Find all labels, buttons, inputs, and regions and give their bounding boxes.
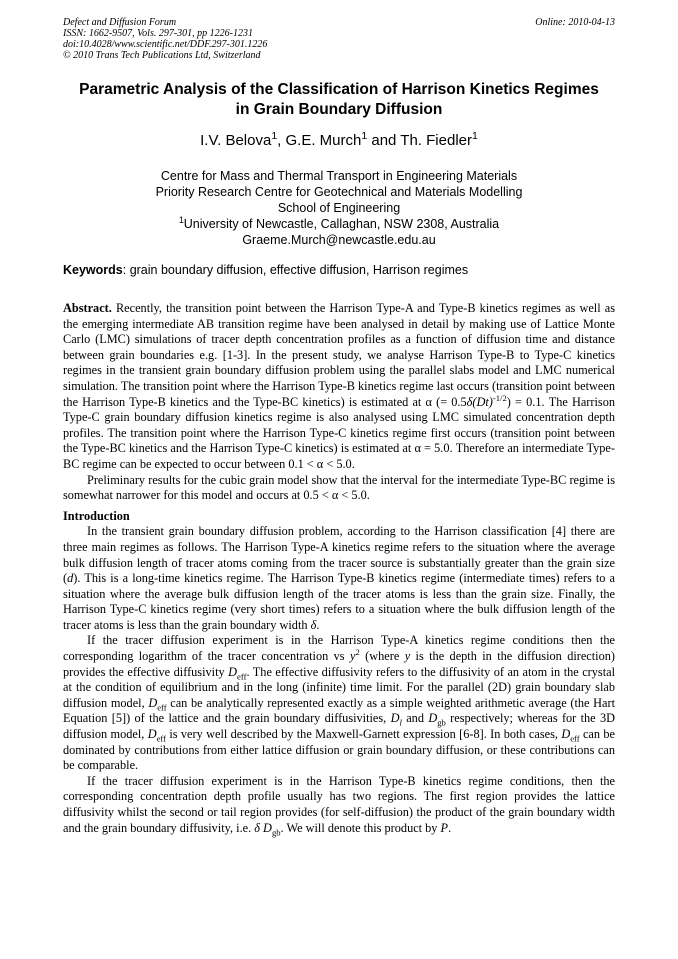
journal-header	[63, 17, 615, 61]
affiliation-mark: 1	[472, 130, 478, 142]
body-paragraph: If the tracer diffusion experiment is in the Harrison Type-A kinetics regime conditions then the corresponding logarithm of the tracer concentration vs $y^2$ (where y is the depth in the diffusion direction) provides the effective diffusivity $D_{eff}$. The effective diffusivity refers to the diffusivity of an atom in the crystal at the condition of equilibrium and in the long (infinite) time limit. For the parallel (2D) grain boundary slab diffusion model, $D_{eff}$ can be analytically represented exactly as a simple weighted arithmetic average (the Hart Equation [5]) of the lattice and the grain boundary diffusivities, $D_l$ and $D_{gb}$ respectively; whereas for the 3D diffusion model, $D_{eff}$ is very well described by the Maxwell-Garnett expression [6-8]. In both cases, $D_{eff}$ can be dominated by contributions from either lattice diffusion or grain boundary diffusion, or these contributions can be comparable.	[63, 633, 616, 773]
journal-name: Defect and Diffusion Forum	[63, 17, 177, 28]
author-list: I.V. Belova$^1$, G.E. Murch$^1$ and Th. Fiedler$^1$	[200, 130, 478, 149]
abstract-label: Abstract.	[63, 301, 112, 315]
issn-line: ISSN: 1662-9507, Vols. 297-301, pp 1226-1231	[63, 28, 253, 39]
title-line-1: Parametric Analysis of the Classification of Harrison Kinetics Regimes	[79, 81, 599, 98]
affiliation-mark: 1	[361, 130, 368, 142]
affiliation-mark: 1	[178, 214, 184, 225]
copyright-line: © 2010 Trans Tech Publications Ltd, Switzerland	[63, 50, 261, 61]
affiliation-line: Centre for Mass and Thermal Transport in Engineering Materials	[160, 169, 518, 183]
main-text	[63, 301, 615, 836]
abstract-paragraph: Abstract. Recently, the transition point between the Harrison Type-A and Type-B kinetics regimes as well as the emerging intermediate AB transition regime have been analysed in detail by making use of Lattice Monte Carlo (LMC) simulations of tracer depth concentration profiles as a function of diffusion time and distance between grain boundaries e.g. [1-3]. In the present study, we analyse Harrison Type-B to Type-C kinetics regimes in the transient grain boundary diffusion problem using the parallel slabs model and LMC numerical simulation. The transition point where the Harrison Type-B kinetics regime last occurs (transition point between the Harrison Type-B kinetics and the Type-BC kinetics) is estimated at α (= $0.5\delta(Dt)^{-1/2}) = 0.1$. The Harrison Type-C grain boundary diffusion kinetics regime is also analysed using LMC simulated concentration depth profiles. The transition point where the Harrison Type-C kinetics regime first occurs (transition point between the Type-BC kinetics and the Harrison Type-C kinetics) is estimated at α = 5.0. Therefore an intermediate Type-BC regime can be expected to occur between 0.1 < α < 5.0.	[63, 301, 615, 471]
author-1: I.V. Belova	[200, 132, 272, 149]
author-3: Th. Fiedler	[400, 132, 472, 149]
affiliation-line: School of Engineering	[277, 201, 401, 215]
title-line-2: in Grain Boundary Diffusion	[235, 101, 443, 118]
contact-email: Graeme.Murch@newcastle.edu.au	[242, 233, 436, 247]
online-date: Online: 2010-04-13	[535, 17, 615, 28]
author-2: G.E. Murch	[285, 132, 362, 149]
keywords-text: : grain boundary diffusion, effective diffusion, Harrison regimes	[122, 263, 469, 277]
doi-line: doi:10.4028/www.scientific.net/DDF.297-301.1226	[63, 39, 268, 50]
keywords-line	[63, 262, 623, 278]
section-heading: Introduction	[63, 508, 130, 523]
paper-title	[40, 80, 638, 120]
affiliation-line: Priority Research Centre for Geotechnical and Materials Modelling	[155, 185, 523, 199]
body-paragraph: If the tracer diffusion experiment is in the Harrison Type-B kinetics regime conditions, then the corresponding concentration depth profile usually has two regions. The first region provides the lattice diffusivity whilst the second or tail region provides (for self-diffusion) the product of the grain boundary width and the grain boundary diffusivity, i.e. δ $D_{gb}$. We will denote this product by P.	[63, 773, 615, 838]
abstract-paragraph: Preliminary results for the cubic grain model show that the interval for the intermediate Type-BC regime is somewhat narrower for this model and occurs at 0.5 < α < 5.0.	[63, 472, 615, 503]
affiliation-mark: 1	[271, 130, 278, 142]
affiliation-line: $^1$University of Newcastle, Callaghan, NSW 2308, Australia	[178, 214, 500, 231]
affiliation-block	[40, 168, 638, 248]
keywords-label: Keywords	[63, 263, 123, 277]
body-paragraph: In the transient grain boundary diffusion problem, according to the Harrison classification [4] there are three main regimes as follows. The Harrison Type-A kinetics regime refers to the situation where the average bulk diffusion length of tracer atoms coming from the tracer source is substantially greater than the grain size (d). This is a long-time kinetics regime. The Harrison Type-B kinetics regime (intermediate times) refers to a situation where the average bulk diffusion length of the tracer atoms is less than the grain size. Finally, the Harrison Type-C kinetics regime (very short times) refers to a situation where the bulk diffusion length of the tracer atoms is less than the grain boundary width δ.	[63, 524, 615, 632]
